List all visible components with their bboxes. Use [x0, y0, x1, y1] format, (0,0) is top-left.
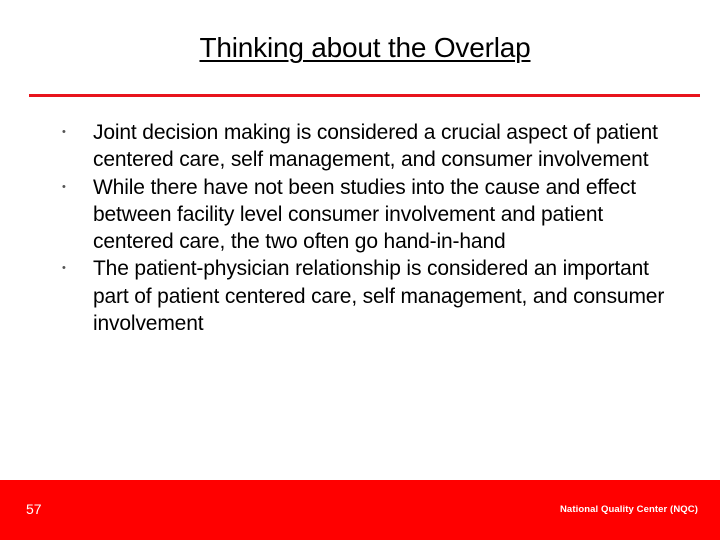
bullet-item — [62, 255, 673, 337]
bullet-text: The patient-physician relationship is considered an important part of patient centered care, self management, and consumer involvement — [93, 257, 665, 336]
bullet-marker: • — [62, 262, 66, 275]
slide-title: Thinking about the Overlap — [199, 32, 531, 63]
bullet-marker: • — [62, 180, 66, 193]
slide-number: 57 — [26, 501, 42, 517]
organization-name: National Quality Center (NQC) — [559, 504, 698, 515]
title-divider — [29, 94, 700, 97]
bullet-item — [62, 119, 673, 174]
footer-bar — [0, 480, 720, 540]
bullet-marker: • — [62, 126, 66, 138]
bullet-list — [62, 119, 673, 337]
bullet-text: While there have not been studies into the cause and effect between facility level consumer involvement and patient centered care, the two often go hand-in-hand — [93, 175, 636, 254]
bullet-text: Joint decision making is considered a crucial aspect of patient centered care, self management, and consumer involvement — [93, 121, 658, 172]
bullet-item — [62, 174, 673, 256]
